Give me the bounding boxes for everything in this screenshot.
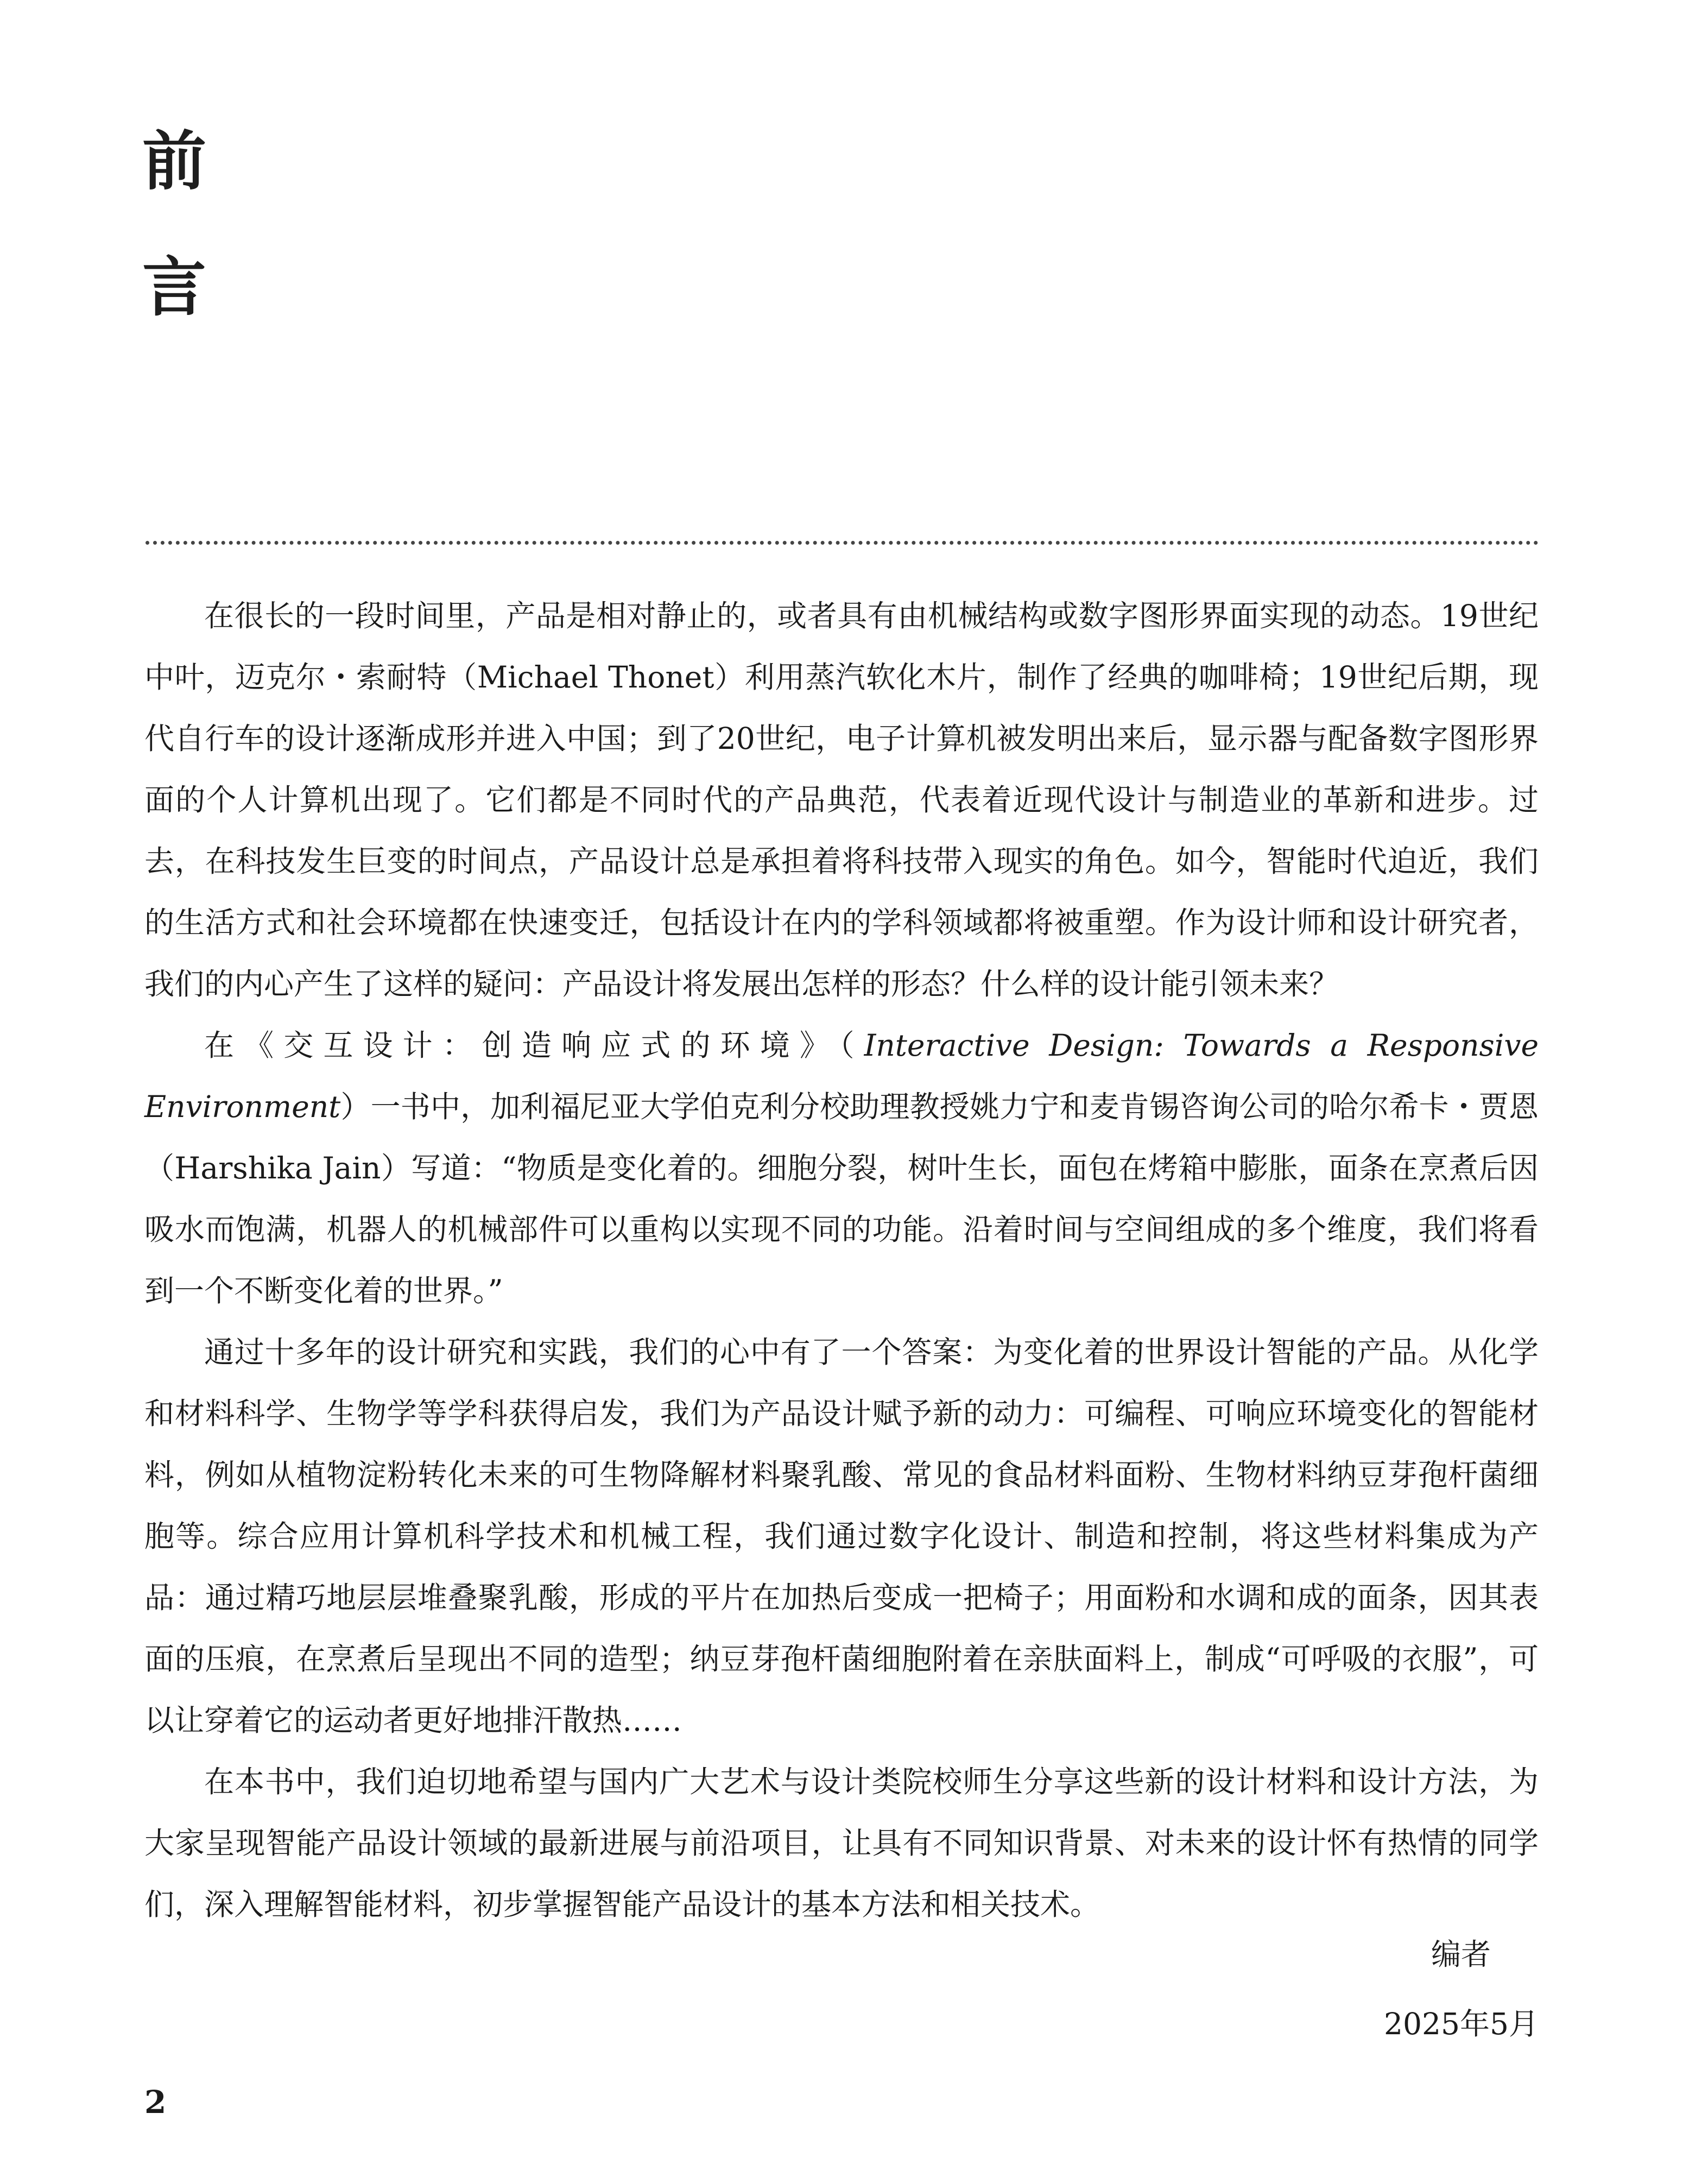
signature-date: 2025年5月	[1384, 2007, 1539, 2041]
preface-body	[144, 585, 1539, 1935]
heading-char-2: 言	[142, 249, 207, 325]
signature-author: 编者	[1431, 1937, 1491, 1972]
dotted-divider	[146, 541, 1539, 545]
page-number: 2	[144, 2084, 167, 2121]
heading-char-1: 前	[142, 123, 207, 199]
paragraph-2-rest: ）一书中，加利福尼亚大学伯克利分校助理教授姚力宁和麦肯锡咨询公司的哈尔希卡・贾恩（Harshika Jain）写道：“物质是变化着的。细胞分裂，树叶生长，面包在烤箱中膨胀，面条在烹煮后因吸水而饱满，机器人的机械部件可以重构以实现不同的功能。沿着时间与空间组成的多个维度，我们将看到一个不断变化着的世界。”	[144, 1089, 1539, 1308]
paragraph-4: 在本书中，我们迫切地希望与国内广大艺术与设计类院校师生分享这些新的设计材料和设计方法，为大家呈现智能产品设计领域的最新进展与前沿项目，让具有不同知识背景、对未来的设计怀有热情的同学们，深入理解智能材料，初步掌握智能产品设计的基本方法和相关技术。	[144, 1764, 1539, 1922]
paragraph-2-lead: 在《交互设计：创造响应式的环境》（	[204, 1028, 864, 1063]
book-title-english: Interactive Design: Towards a Responsive Environment	[144, 1028, 1539, 1124]
paragraph-2	[144, 1015, 1539, 1322]
paragraph-3: 通过十多年的设计研究和实践，我们的心中有了一个答案：为变化着的世界设计智能的产品。从化学和材料科学、生物学等学科获得启发，我们为产品设计赋予新的动力：可编程、可响应环境变化的智能材料，例如从植物淀粉转化未来的可生物降解材料聚乳酸、常见的食品材料面粉、生物材料纳豆芽孢杆菌细胞等。综合应用计算机科学技术和机械工程，我们通过数字化设计、制造和控制，将这些材料集成为产品：通过精巧地层层堆叠聚乳酸，形成的平片在加热后变成一把椅子；用面粉和水调和成的面条，因其表面的压痕，在烹煮后呈现出不同的造型；纳豆芽孢杆菌细胞附着在亲肤面料上，制成“可呼吸的衣服”，可以让穿着它的运动者更好地排汗散热……	[144, 1335, 1539, 1738]
paragraph-1: 在很长的一段时间里，产品是相对静止的，或者具有由机械结构或数字图形界面实现的动态。19世纪中叶，迈克尔・索耐特（Michael Thonet）利用蒸汽软化木片，制作了经典的咖啡椅；19世纪后期，现代自行车的设计逐渐成形并进入中国；到了20世纪，电子计算机被发明出来后，显示器与配备数字图形界面的个人计算机出现了。它们都是不同时代的产品典范，代表着近现代设计与制造业的革新和进步。过去，在科技发生巨变的时间点，产品设计总是承担着将科技带入现实的角色。如今，智能时代迫近，我们的生活方式和社会环境都在快速变迁，包括设计在内的学科领域都将被重塑。作为设计师和设计研究者，我们的内心产生了这样的疑问：产品设计将发展出怎样的形态？什么样的设计能引领未来？	[144, 598, 1539, 1001]
